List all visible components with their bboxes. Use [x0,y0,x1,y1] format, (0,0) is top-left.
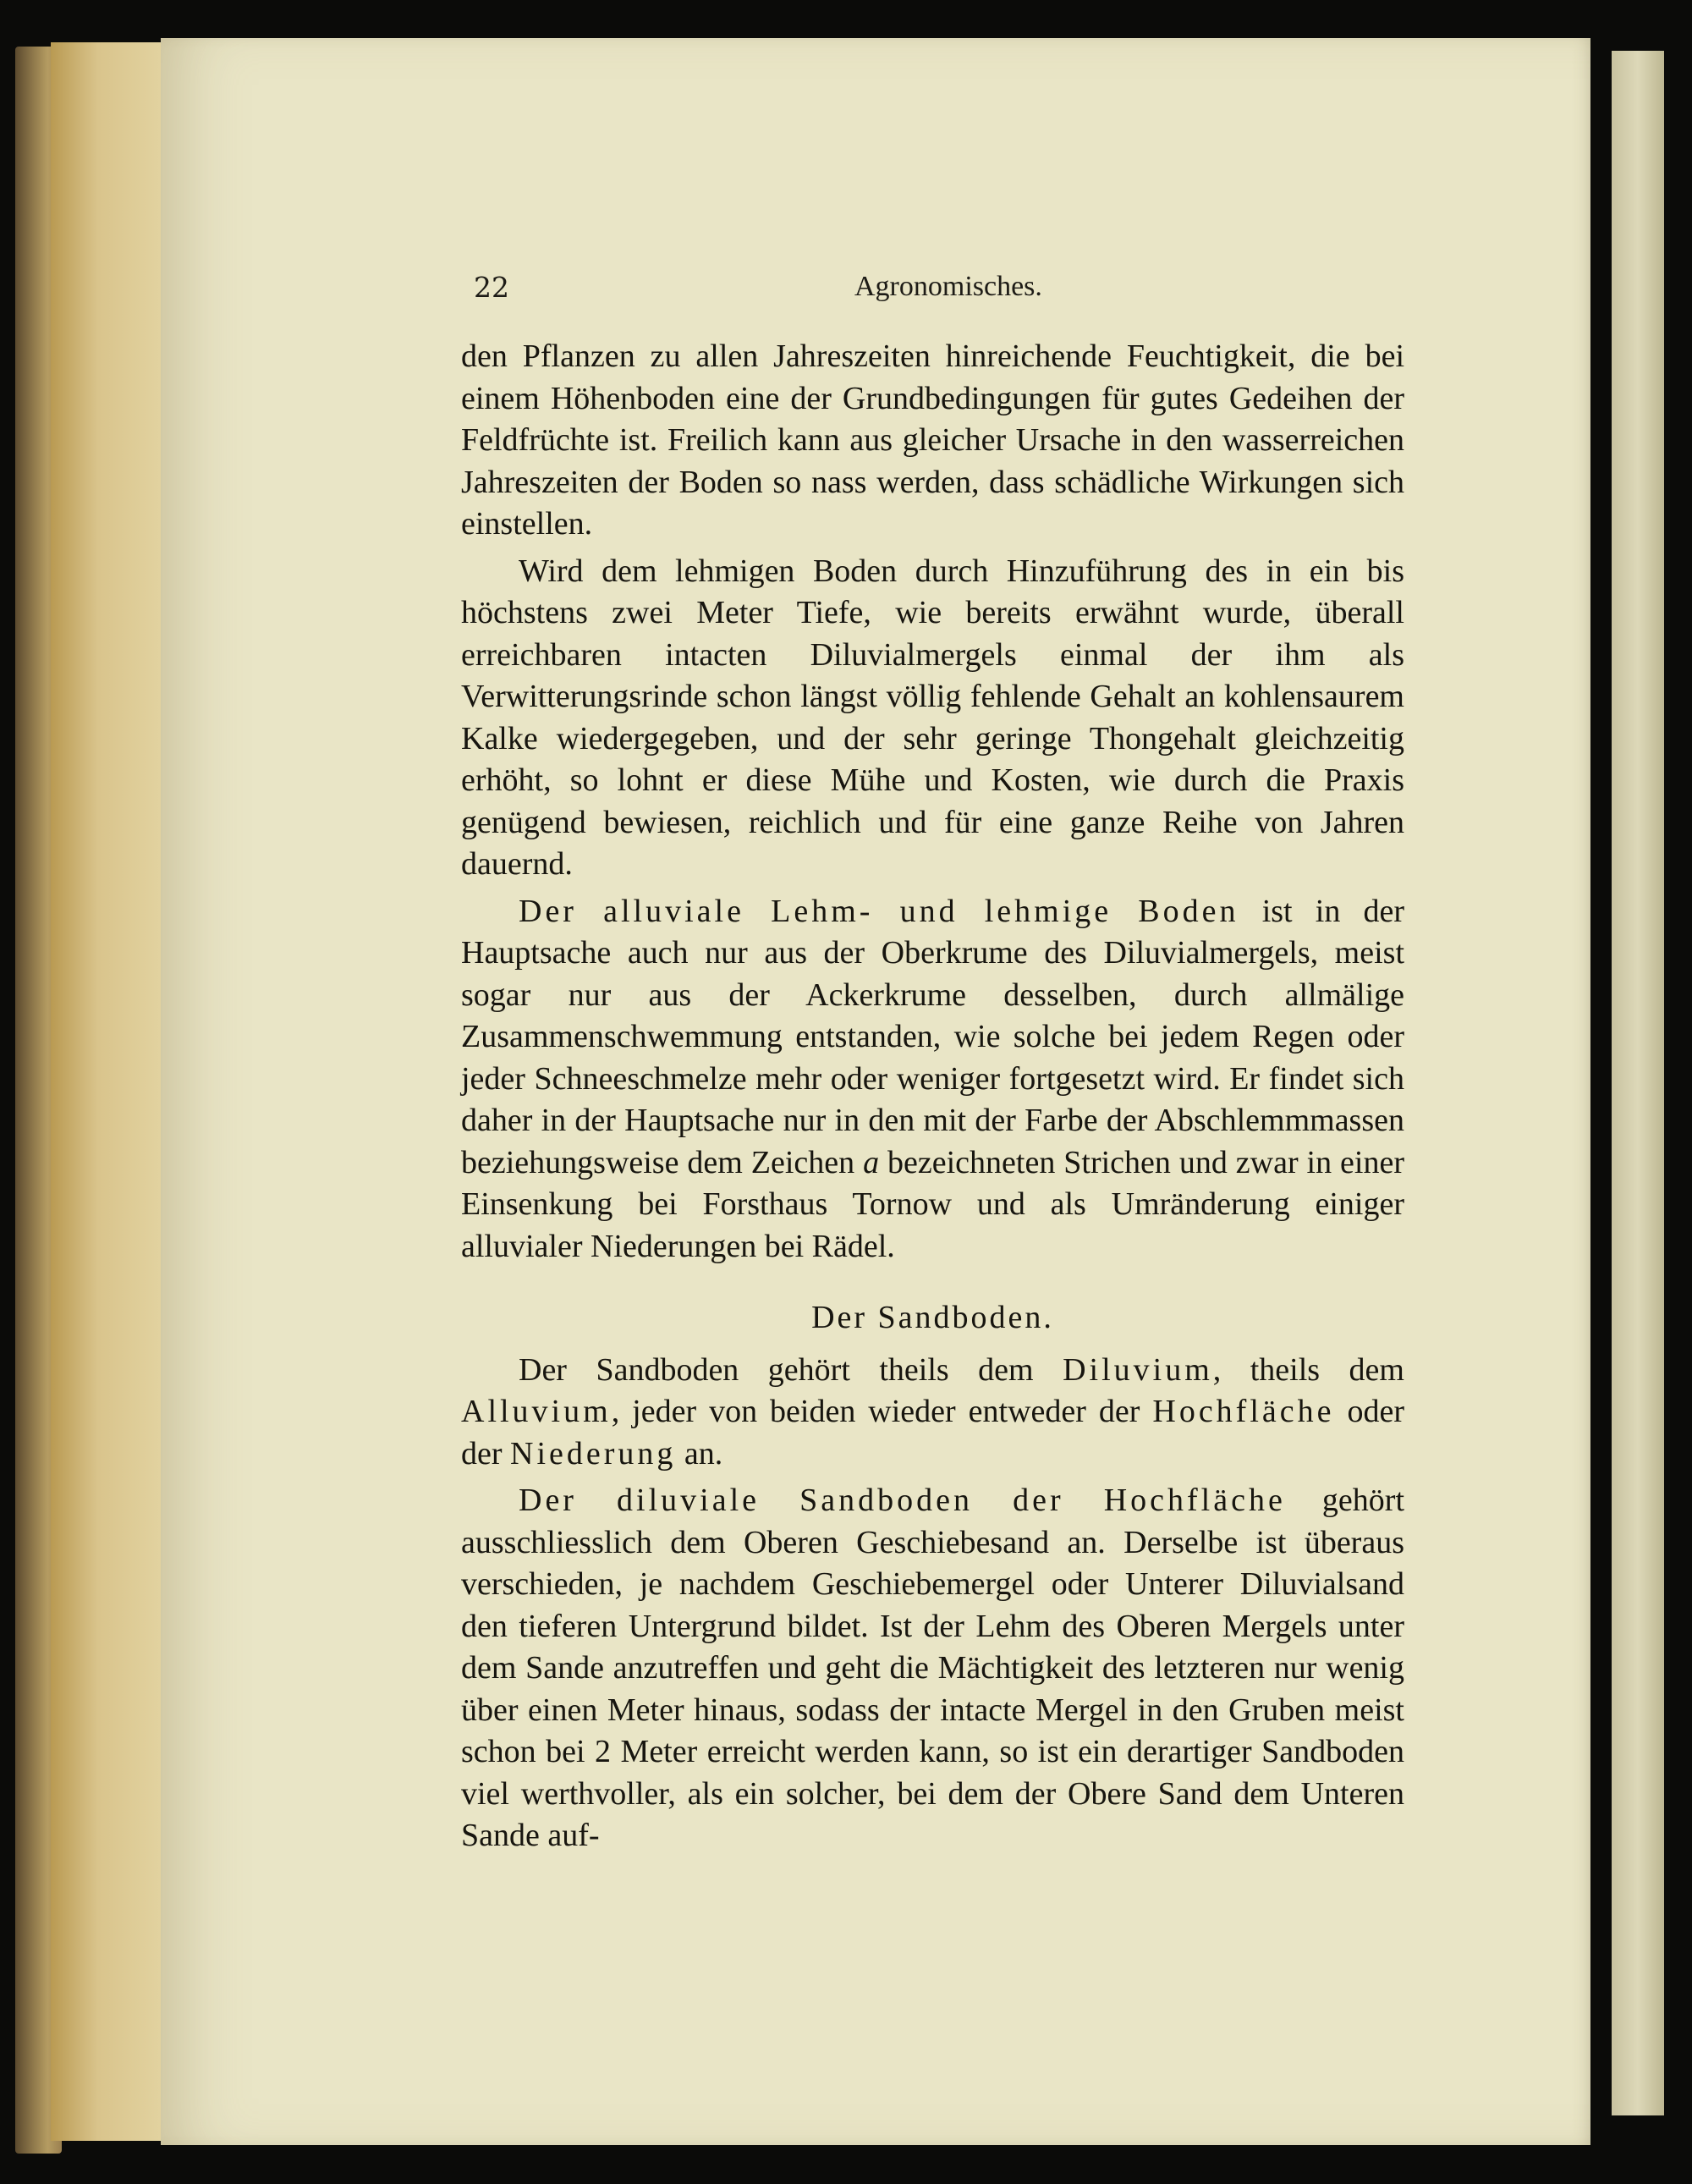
page-header [474,271,1404,313]
paragraph-3-text-b: bezeichneten Strichen und zwar in einer Einsenkung bei Forsthaus Tornow und als Umränderung einiger alluvialer Niederungen bei Rädel. [461,1144,1404,1264]
spaced-term-alluvium: Alluvium [461,1394,612,1429]
paragraph-5-text-a: gehört ausschliesslich dem Oberen Geschiebesand an. Derselbe ist überaus verschieden, je nachdem Geschiebemergel oder Unterer Diluvialsand den tieferen Untergrund bildet. Ist der Lehm des Oberen Mergels unter dem Sande anzutreffen und geht die Mächtigkeit des letzteren nur wenig über einen Meter hinaus, sodass der intacte Mergel in den Gruben meist schon bei 2 Meter erreicht werden kann, so ist ein derartiger Sandboden viel werthvoller, als ein solcher, bei dem der Obere Sand dem Unteren Sande auf- [461,1483,1405,1853]
paragraph-1: den Pflanzen zu allen Jahreszeiten hinreichende Feuchtigkeit, die bei einem Höhenboden eine der Grundbedingungen für gutes Gedeihen der Feldfrüchte ist. Freilich kann aus gleicher Ursache in den wasserreichen Jahreszeiten der Boden so nass werden, dass schädliche Wirkungen sich einstellen. [461,338,1404,542]
paragraph-2: Wird dem lehmigen Boden durch Hinzuführung des in ein bis höchstens zwei Meter Tiefe, wie bereits erwähnt wurde, überall erreichbaren intacten Diluvialmergels einmal der ihm als Verwitterungsrinde schon längst völlig fehlende Gehalt an kohlensaurem Kalke wiedergegeben, und der sehr geringe Thongehalt gleichzeitig erhöht, so lohnt er diese Mühe und Kosten, wie durch die Praxis genügend bewiesen, reichlich und für eine ganze Reihe von Jahren dauernd. [461,553,1404,882]
italic-symbol: a [863,1144,880,1180]
spaced-term-hochflaeche: Hochfläche [1152,1394,1335,1429]
page-stack [51,42,169,2141]
page-body [461,336,1404,1857]
paragraph-4-text-b: , theils dem [1212,1351,1404,1388]
section-heading: Der Sandboden. [811,1300,1054,1335]
paragraph-3-text-a: ist in der Hauptsache auch nur aus der Oberkrume des Diluvialmergels, meist sogar nur aus der Ackerkrume desselben, durch allmälige Zusammenschwemmung entstanden, wie solche bei jedem Regen oder jeder Schneeschmelze mehr oder weniger fortgesetzt wird. Er findet sich daher in der Hauptsache nur in den mit der Farbe der Abschlemmmassen beziehungsweise dem Zeichen [461,893,1405,1180]
paragraph-4-text-c: , jeder von beiden wieder entweder der [611,1394,1153,1429]
paragraph-4 [461,1350,1404,1476]
book-edge-right [1612,51,1664,2115]
page-number: 22 [474,271,509,304]
paragraph-3 [461,891,1404,1268]
spaced-term-diluviale-sandboden: Der diluviale Sandboden der Hochfläche [519,1483,1286,1518]
spaced-term-niederung: Niederung [510,1435,677,1472]
paragraph-4-text-d: oder der [461,1394,1404,1472]
running-head: Agronomisches. [854,271,1042,302]
paragraph-5 [461,1480,1404,1857]
spaced-term-diluvium: Diluvium [1063,1351,1213,1388]
paragraph-4-text-e: an. [676,1435,723,1472]
spaced-term: Der alluviale Lehm- und lehmige Boden [519,893,1239,929]
paragraph-4-text-a: Der Sandboden gehört theils dem [519,1351,1063,1388]
